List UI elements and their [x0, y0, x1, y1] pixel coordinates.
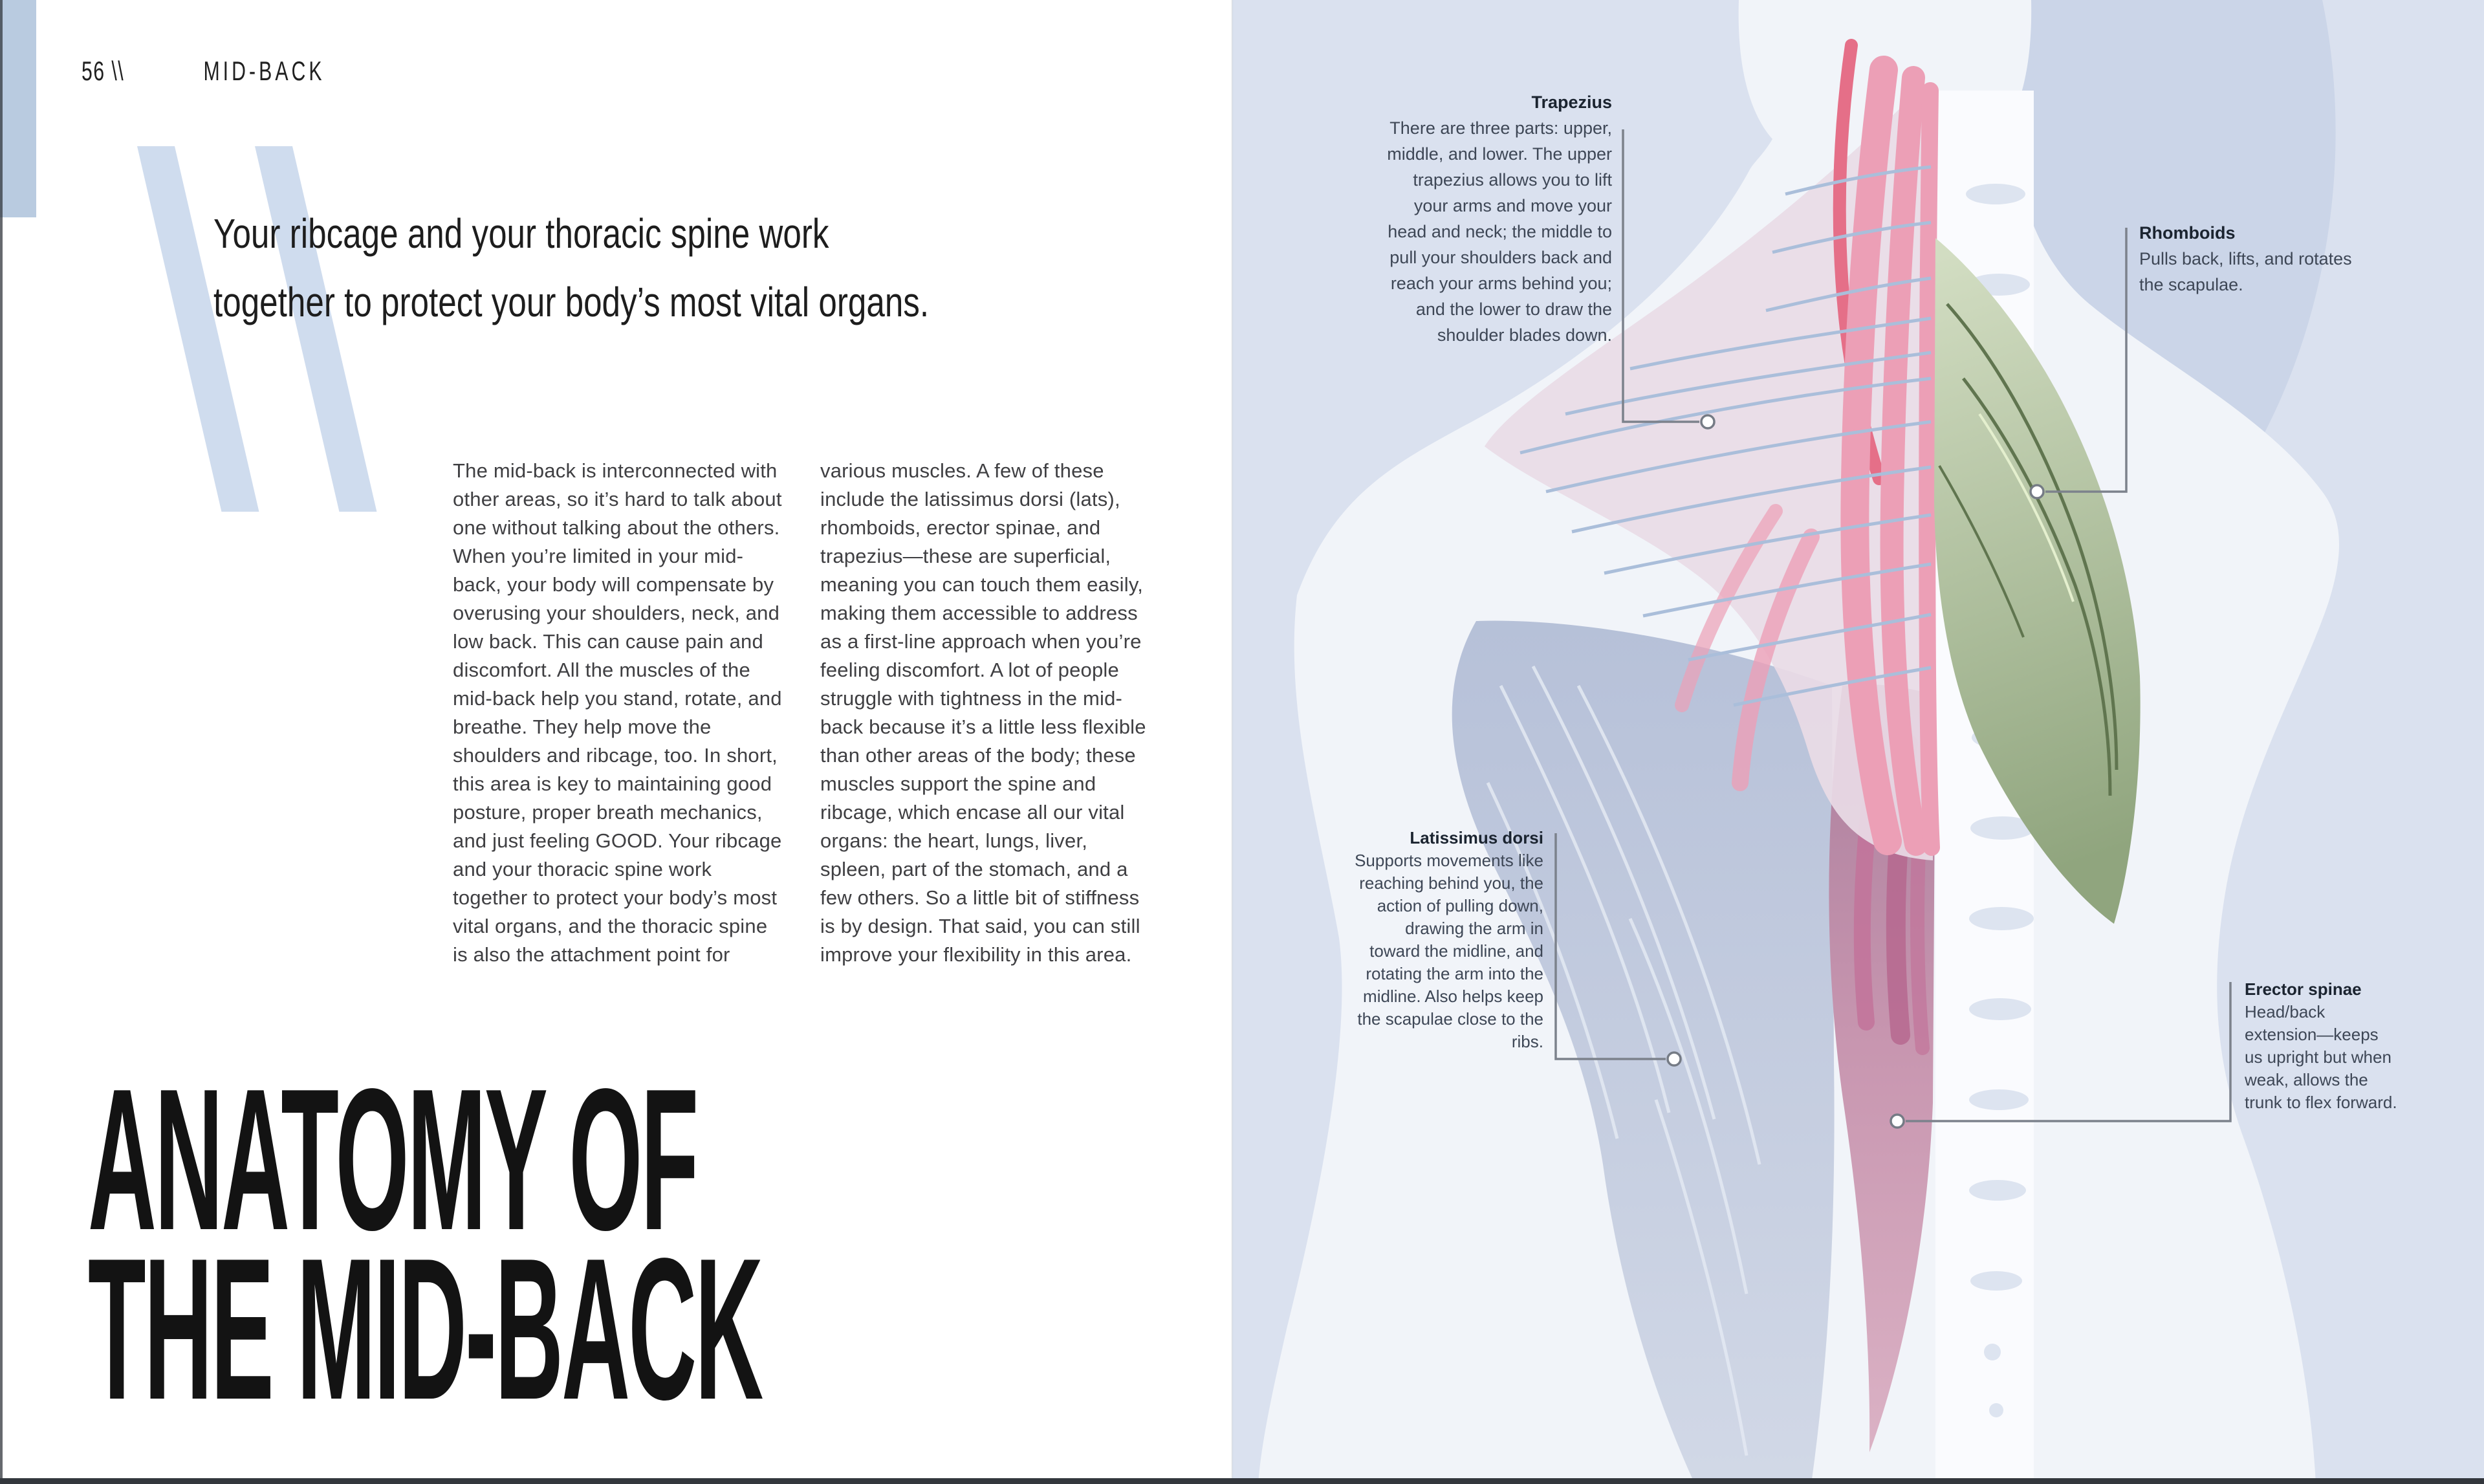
label-rhomboids-name: Rhomboids	[2139, 223, 2236, 243]
page-header	[82, 56, 325, 87]
page-title	[88, 1047, 762, 1442]
leader-dot-trapezius	[1701, 415, 1714, 428]
section-title: MID-BACK	[203, 56, 325, 86]
page-number: 56 \\	[82, 56, 125, 86]
corner-accent-bar	[0, 0, 36, 217]
page-title-line2: THE MID-BACK	[88, 1217, 762, 1442]
body-text-column-1: The mid-back is interconnected with other areas, so it’s hard to talk about one without talking about the others. When you’re limited in your mid-back, your body will compensate by overusing your shoulders, neck, and low back. This can cause pain and discomfort. All the muscles of the mid-back help you stand, rotate, and breathe. They help move the shoulders and ribcage, too. In short, this area is key to maintaining good posture, proper breath mechanics, and just feeling GOOD. Your ribcage and your thoracic spine work together to protect your body’s most vital organs, and the thoracic spine is also the attachment point for	[453, 459, 782, 966]
label-erector-description: Head/back extension—keeps us upright but when weak, allows the trunk to flex forward.	[2245, 1002, 2397, 1112]
page-edge-bottom	[0, 1478, 2484, 1484]
pull-quote	[213, 199, 929, 336]
label-latissimus-name: Latissimus dorsi	[1410, 828, 1543, 847]
page-gutter	[1231, 0, 1233, 1484]
pull-quote-line1: Your ribcage and your thoracic spine work	[213, 210, 829, 257]
page-title-line1: ANATOMY OF	[88, 1047, 697, 1272]
label-trapezius	[1384, 89, 1612, 348]
label-rhomboids	[2139, 220, 2355, 298]
leader-dot-latissimus	[1668, 1053, 1681, 1065]
label-erector-spinae	[2245, 978, 2397, 1114]
page-edge-left	[0, 0, 3, 1484]
label-latissimus-dorsi	[1351, 827, 1543, 1053]
pull-quote-line2: together to protect your body’s most vital organs.	[213, 279, 930, 325]
label-trapezius-name: Trapezius	[1531, 93, 1612, 112]
body-text-column-2: various muscles. A few of these include the latissimus dorsi (lats), rhomboids, erector spinae, and trapezius—these are superficial, meaning you can touch them easily, making them accessible to address as a first-line approach when you’re feeling discomfort. A lot of people struggle with tightness in the mid-back because it’s a little less flexible than other areas of the body; these muscles support the spine and ribcage, which encase all our vital organs: the heart, lungs, liver, spleen, part of the stomach, and a few others. So a little bit of stiffness is by design. That said, you can still improve your flexibility in this area.	[820, 459, 1146, 966]
leader-dot-rhomboids	[2031, 485, 2043, 498]
label-trapezius-description: There are three parts: upper, middle, and lower. The upper trapezius allows you to lift your arms and move your head and neck; the middle to pull your shoulders back and reach your arms behind you; and the lower to draw the shoulder blades down.	[1387, 118, 1612, 345]
label-erector-name: Erector spinae	[2245, 979, 2362, 999]
label-rhomboids-description: Pulls back, lifts, and rotates the scapulae.	[2139, 249, 2352, 294]
leader-dot-erector	[1891, 1115, 1904, 1128]
label-latissimus-description: Supports movements like reaching behind you, the action of pulling down, drawing the arm in toward the midline, and rotating the arm into the midline. Also helps keep the scapulae close to the ribs.	[1355, 851, 1543, 1051]
